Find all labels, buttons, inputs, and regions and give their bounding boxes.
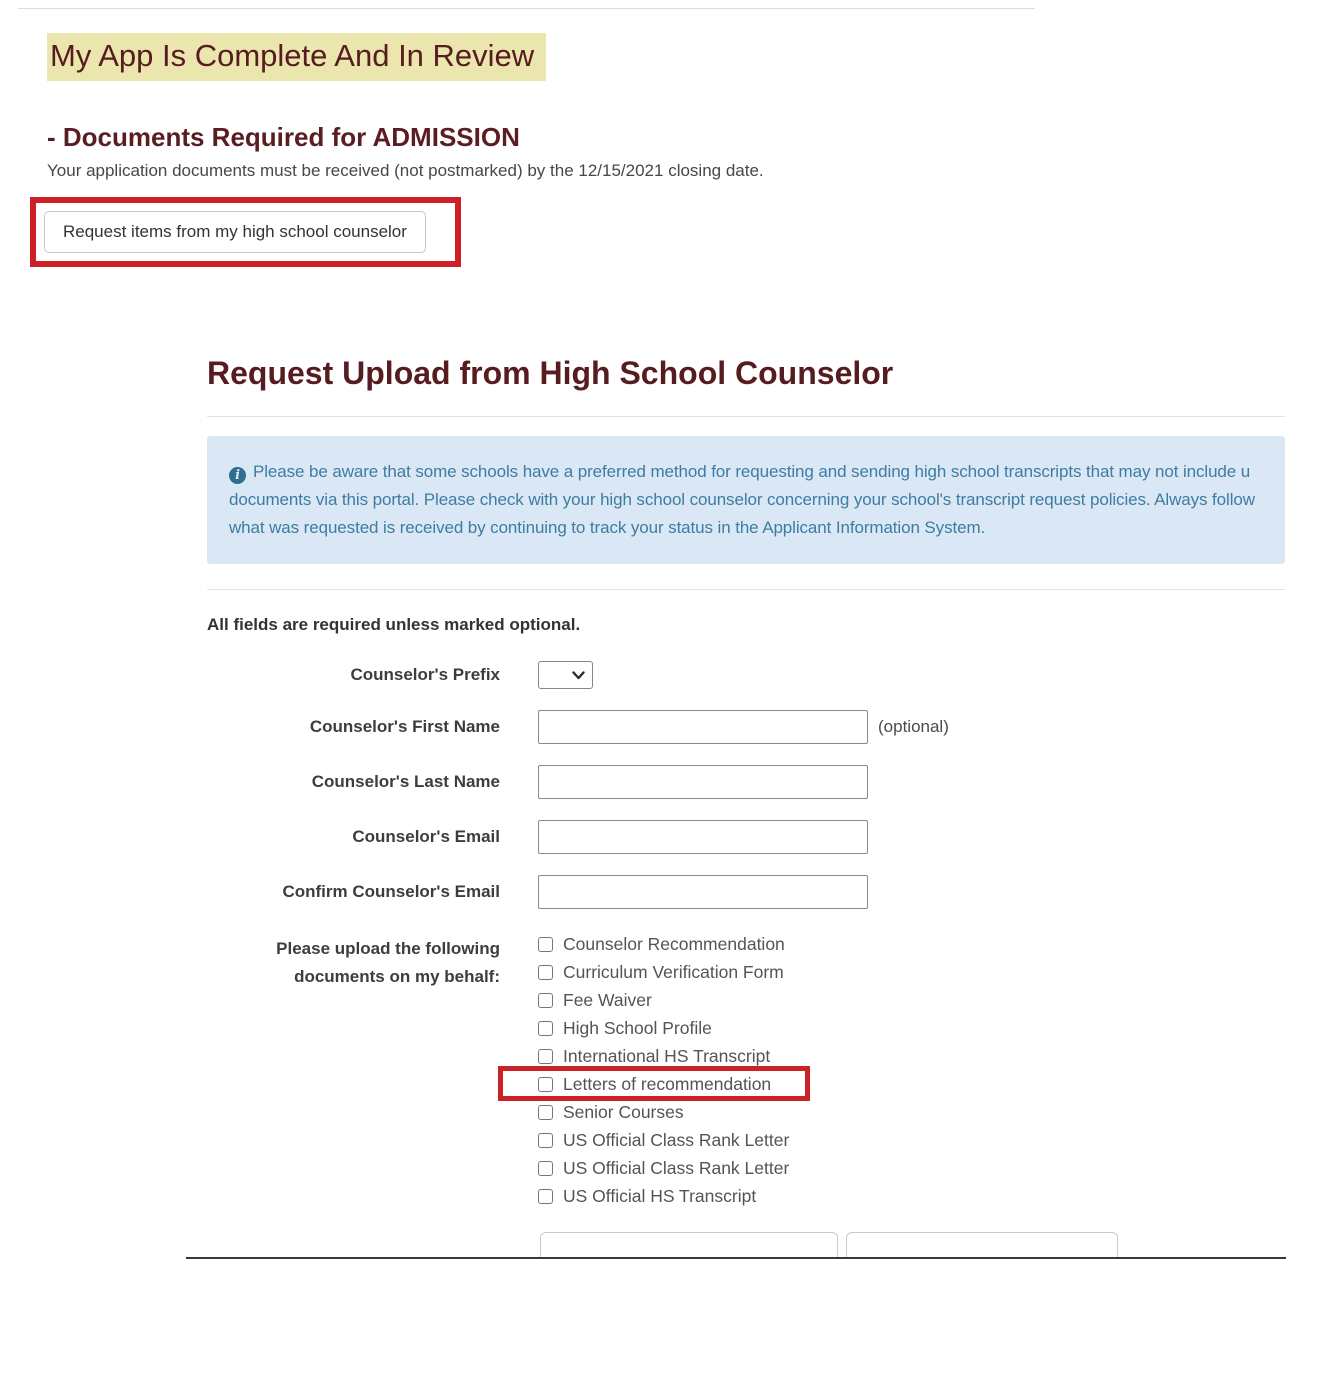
- counselor-form: [207, 661, 1344, 1210]
- last-name-label: Counselor's Last Name: [311, 772, 500, 791]
- documents-upload-label: [207, 930, 500, 991]
- form-row-last-name: [207, 765, 1344, 799]
- checkbox-curriculum-verification-form[interactable]: [538, 965, 553, 980]
- top-divider: [18, 8, 1035, 9]
- documents-checkbox-list: [538, 930, 789, 1210]
- divider: [207, 589, 1285, 590]
- document-option-us-official-hs-transcript: [538, 1182, 789, 1210]
- bottom-action-strip: [0, 1232, 1344, 1259]
- document-option-label: Counselor Recommendation: [563, 933, 785, 954]
- checkbox-us-official-class-rank-letter-2[interactable]: [538, 1161, 553, 1176]
- request-items-button[interactable]: Request items from my high school counselor: [44, 211, 426, 253]
- confirm-email-input[interactable]: [538, 875, 868, 909]
- form-row-email: [207, 820, 1344, 854]
- confirm-email-label: Confirm Counselor's Email: [282, 882, 500, 901]
- document-option-senior-courses: [538, 1098, 789, 1126]
- documents-section-heading: - Documents Required for ADMISSION: [47, 122, 520, 152]
- checkbox-high-school-profile[interactable]: [538, 1021, 553, 1036]
- first-name-input[interactable]: [538, 710, 868, 744]
- email-label: Counselor's Email: [352, 827, 500, 846]
- checkbox-us-official-hs-transcript[interactable]: [538, 1189, 553, 1204]
- bottom-dark-divider: [186, 1257, 1286, 1259]
- first-name-label: Counselor's First Name: [309, 717, 500, 736]
- documents-upload-label-line1: Please upload the following: [276, 939, 500, 958]
- document-option-counselor-recommendation: [538, 930, 789, 958]
- page-title: My App Is Complete And In Review: [47, 33, 546, 81]
- last-name-input[interactable]: [538, 765, 868, 799]
- red-annotation-frame: [30, 197, 461, 267]
- info-line-1: [229, 458, 1285, 486]
- checkbox-senior-courses[interactable]: [538, 1105, 553, 1120]
- document-option-high-school-profile: [538, 1014, 789, 1042]
- documents-upload-label-line2: documents on my behalf:: [294, 967, 500, 986]
- info-circle-icon: i: [229, 467, 246, 484]
- document-option-label: US Official Class Rank Letter: [563, 1129, 790, 1150]
- form-row-first-name: [207, 710, 1344, 744]
- document-option-label: International HS Transcript: [563, 1045, 771, 1066]
- form-row-confirm-email: [207, 875, 1344, 909]
- required-fields-note: All fields are required unless marked optional.: [207, 615, 581, 634]
- document-option-label: Fee Waiver: [563, 989, 652, 1010]
- checkbox-counselor-recommendation[interactable]: [538, 937, 553, 952]
- info-line-3: what was requested is received by continuing to track your status in the Applicant Information System.: [229, 518, 986, 537]
- document-option-label: US Official Class Rank Letter: [563, 1157, 790, 1178]
- email-input[interactable]: [538, 820, 868, 854]
- document-option-label: High School Profile: [563, 1017, 712, 1038]
- document-option-us-official-class-rank-letter-1: [538, 1126, 789, 1154]
- document-option-label: US Official HS Transcript: [563, 1185, 757, 1206]
- optional-suffix: (optional): [878, 717, 949, 736]
- checkbox-international-hs-transcript[interactable]: [538, 1049, 553, 1064]
- document-option-international-hs-transcript: [538, 1042, 789, 1070]
- document-option-letters-of-recommendation: [538, 1070, 789, 1098]
- document-option-label: Senior Courses: [563, 1101, 684, 1122]
- form-row-documents: [207, 930, 1344, 1210]
- bottom-left-button-partial[interactable]: [540, 1232, 838, 1259]
- info-line-2: documents via this portal. Please check with your high school counselor concerning your school's transcript request policies. Always follow: [229, 490, 1255, 509]
- checkbox-fee-waiver[interactable]: [538, 993, 553, 1008]
- info-line-1-text: Please be aware that some schools have a preferred method for requesting and sending high school transcripts that may not include u: [253, 462, 1251, 481]
- upload-form-title: Request Upload from High School Counselor: [207, 355, 894, 391]
- document-option-label: Curriculum Verification Form: [563, 961, 784, 982]
- info-notice-box: [207, 436, 1285, 564]
- checkbox-letters-of-recommendation[interactable]: [538, 1077, 553, 1092]
- document-option-us-official-class-rank-letter-2: [538, 1154, 789, 1182]
- form-row-prefix: [207, 661, 1344, 689]
- document-option-label: Letters of recommendation: [563, 1073, 772, 1094]
- checkbox-us-official-class-rank-letter-1[interactable]: [538, 1133, 553, 1148]
- divider: [207, 416, 1285, 417]
- prefix-label: Counselor's Prefix: [350, 665, 500, 684]
- prefix-select[interactable]: [538, 661, 593, 689]
- documents-section-subtext: Your application documents must be received (not postmarked) by the 12/15/2021 closing date.: [47, 161, 764, 180]
- chevron-down-icon: [572, 671, 585, 680]
- bottom-right-button-partial[interactable]: [846, 1232, 1118, 1259]
- document-option-curriculum-verification-form: [538, 958, 789, 986]
- document-option-fee-waiver: [538, 986, 789, 1014]
